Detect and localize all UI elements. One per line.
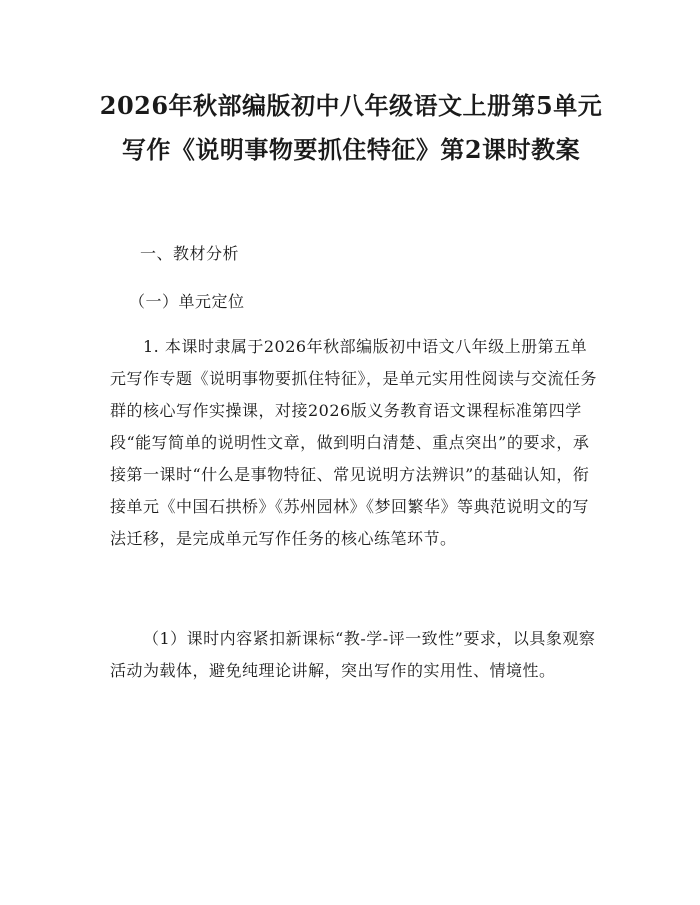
- document-title: 2026年秋部编版初中八年级语文上册第5单元写作《说明事物要抓住特征》第2课时教案: [99, 91, 603, 164]
- paragraph-2: （1）课时内容紧扣新课标“教-学-评一致性”要求，以具象观察活动为载体，避免纯理论讲解，突出写作的实用性、情境性。: [110, 629, 596, 680]
- section-heading: 一、教材分析: [140, 244, 240, 263]
- paragraph-1: 1. 本课时隶属于2026年秋部编版初中语文八年级上册第五单元写作专题《说明事物要抓住特征》，是单元实用性阅读与交流任务群的核心写作实操课，对接2026版义务教育语文课程标准第四学段“能写简单的说明性文章，做到明白清楚、重点突出”的要求，承接第一课时“什么是事物特征、常见说明方法辨识”的基础认知，衔接单元《中国石拱桥》《苏州园林》《梦回繁华》等典范说明文的写法迁移，是完成单元写作任务的核心练笔环节。: [110, 337, 598, 548]
- subsection-heading: （一）单元定位: [129, 292, 245, 311]
